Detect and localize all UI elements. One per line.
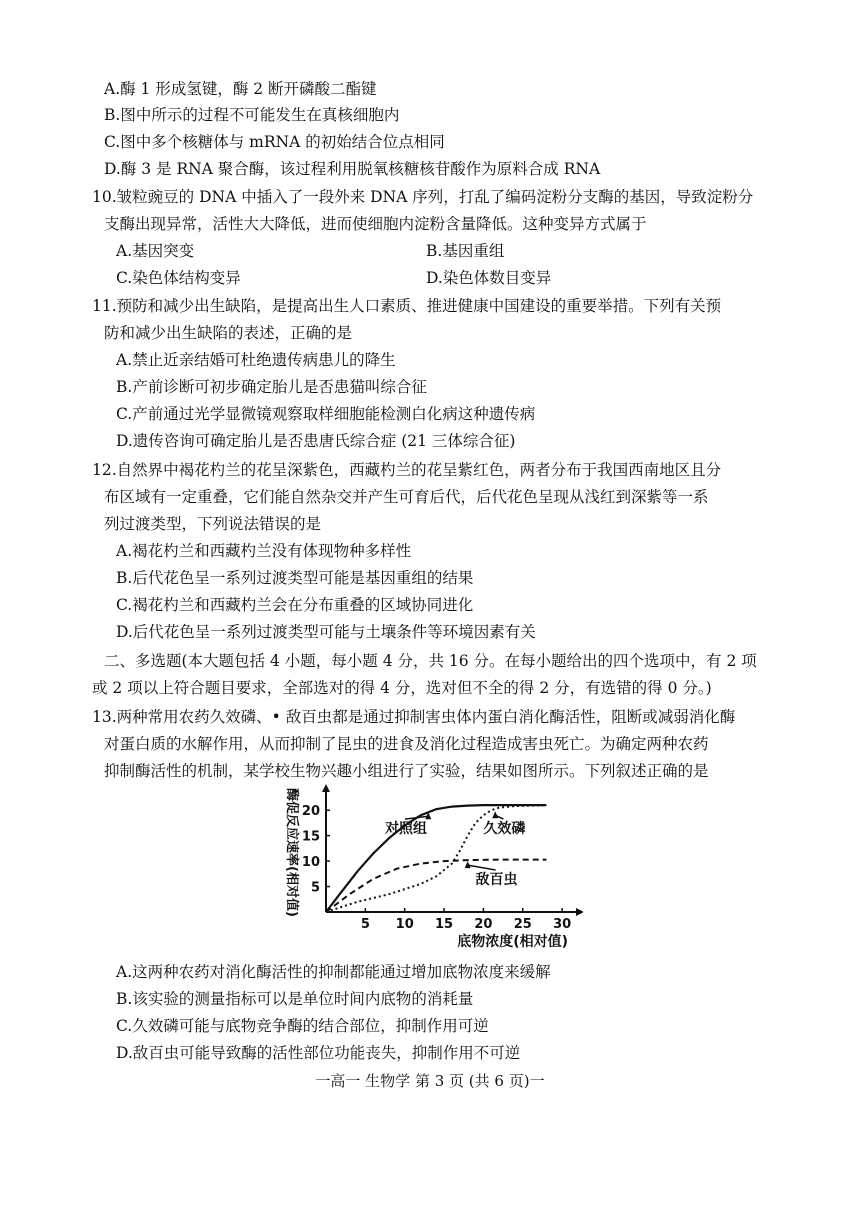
q13-stem-line: 对蛋白质的水解作用，从而抑制了昆虫的进食及消化过程造成害虫死亡。为确定两种农药 bbox=[104, 735, 709, 753]
q11-option-b: B.产前诊断可初步确定胎儿是否患猫叫综合征 bbox=[116, 378, 427, 396]
x-tick-label: 30 bbox=[553, 917, 572, 932]
chart-axes bbox=[302, 784, 583, 932]
annotation-label: 对照组 bbox=[385, 821, 428, 838]
annotation-label: 敌百虫 bbox=[475, 872, 518, 888]
annotation-arrow bbox=[468, 865, 496, 870]
x-axis-arrow bbox=[576, 908, 583, 916]
y-tick-label: 5 bbox=[310, 880, 320, 896]
q11-option-d: D.遗传咨询可确定胎儿是否患唐氏综合症 (21 三体综合征) bbox=[116, 432, 516, 450]
q10-option-b: B.基因重组 bbox=[426, 242, 505, 260]
y-tick-label: 15 bbox=[301, 829, 320, 845]
q10-stem-line: 支酶出现异常，活性大大降低，进而使细胞内淀粉含量降低。这种变异方式属于 bbox=[104, 215, 647, 233]
annotation-label: 久效磷 bbox=[483, 821, 526, 838]
x-tick-label: 15 bbox=[435, 917, 454, 932]
page-footer: 一高一 生物学 第 3 页 (共 6 页)一 bbox=[315, 1072, 545, 1090]
section-2-line: 或 2 项以上符合题目要求，全部选对的得 4 分，选对但不全的得 2 分，有选错的得 0 分。) bbox=[92, 679, 712, 697]
q9-option-a: A.酶 1 形成氢键，酶 2 断开磷酸二酯键 bbox=[104, 80, 377, 98]
q10-option-d: D.染色体数目变异 bbox=[426, 269, 552, 287]
q11-stem-line: 防和减少出生缺陷的表述，正确的是 bbox=[104, 324, 353, 342]
q13-option-c: C.久效磷可能与底物竞争酶的结合部位，抑制作用可逆 bbox=[116, 1017, 489, 1035]
q12-option-a: A.褐花杓兰和西藏杓兰没有体现物种多样性 bbox=[116, 542, 412, 560]
enzyme-rate-chart bbox=[278, 782, 583, 954]
q12-option-d: D.后代花色呈一系列过渡类型可能与土壤条件等环境因素有关 bbox=[116, 623, 536, 641]
q10-option-a: A.基因突变 bbox=[116, 242, 195, 260]
q12-stem-line: 列过渡类型，下列说法错误的是 bbox=[104, 515, 322, 533]
q9-option-c: C.图中多个核糖体与 mRNA 的初始结合位点相同 bbox=[104, 133, 445, 151]
section-2-line: 二、多选题(本大题包括 4 小题，每小题 4 分，共 16 分。在每小题给出的四个选项中，有 2 项 bbox=[104, 652, 757, 670]
q9-option-b: B.图中所示的过程不可能发生在真核细胞内 bbox=[104, 106, 400, 124]
q13-stem-line: 13.两种常用农药久效磷、• 敌百虫都是通过抑制害虫体内蛋白消化酶活性，阻断或减弱消化酶 bbox=[92, 708, 736, 726]
q12-stem-line: 布区域有一定重叠，它们能自然杂交并产生可育后代，后代花色呈现从浅红到深紫等一系 bbox=[104, 488, 709, 506]
q10-stem-line: 10.皱粒豌豆的 DNA 中插入了一段外来 DNA 序列，打乱了编码淀粉分支酶的基因，导致淀粉分 bbox=[92, 188, 754, 206]
q13-stem-line: 抑制酶活性的机制，某学校生物兴趣小组进行了实验，结果如图所示。下列叙述正确的是 bbox=[104, 762, 709, 780]
x-tick-label: 10 bbox=[395, 917, 414, 932]
q11-option-a: A.禁止近亲结婚可杜绝遗传病患儿的降生 bbox=[116, 351, 396, 369]
q10-option-c: C.染色体结构变异 bbox=[116, 269, 241, 287]
y-tick-label: 20 bbox=[301, 804, 320, 820]
q9-option-d: D.酶 3 是 RNA 聚合酶，该过程利用脱氧核糖核苷酸作为原料合成 RNA bbox=[104, 160, 601, 178]
y-axis-arrow bbox=[322, 784, 330, 792]
y-axis-title: 酶促反应速率(相对值) bbox=[284, 788, 299, 917]
q12-option-c: C.褐花杓兰和西藏杓兰会在分布重叠的区域协同进化 bbox=[116, 596, 474, 614]
annotation-arrowhead bbox=[492, 811, 498, 818]
y-tick-label: 10 bbox=[301, 855, 320, 871]
q11-option-c: C.产前通过光学显微镜观察取样细胞能检测白化病这种遗传病 bbox=[116, 405, 536, 423]
x-tick-label: 5 bbox=[360, 917, 370, 932]
q11-stem-line: 11.预防和减少出生缺陷，是提高出生人口素质、推进健康中国建设的重要举措。下列有关预 bbox=[92, 297, 722, 315]
annotation-arrowhead bbox=[465, 861, 471, 868]
x-axis-title: 底物浓度(相对值) bbox=[457, 934, 568, 950]
q13-option-a: A.这两种农药对消化酶活性的抑制都能通过增加底物浓度来缓解 bbox=[116, 963, 551, 981]
q13-option-b: B.该实验的测量指标可以是单位时间内底物的消耗量 bbox=[116, 990, 474, 1008]
q13-option-d: D.敌百虫可能导致酶的活性部位功能丧失，抑制作用不可逆 bbox=[116, 1044, 521, 1062]
q12-stem-line: 12.自然界中褐花杓兰的花呈深紫色，西藏杓兰的花呈紫红色，两者分布于我国西南地区且分 bbox=[92, 461, 722, 479]
x-tick-label: 20 bbox=[474, 917, 493, 932]
q12-option-b: B.后代花色呈一系列过渡类型可能是基因重组的结果 bbox=[116, 569, 474, 587]
x-tick-label: 25 bbox=[513, 917, 532, 932]
